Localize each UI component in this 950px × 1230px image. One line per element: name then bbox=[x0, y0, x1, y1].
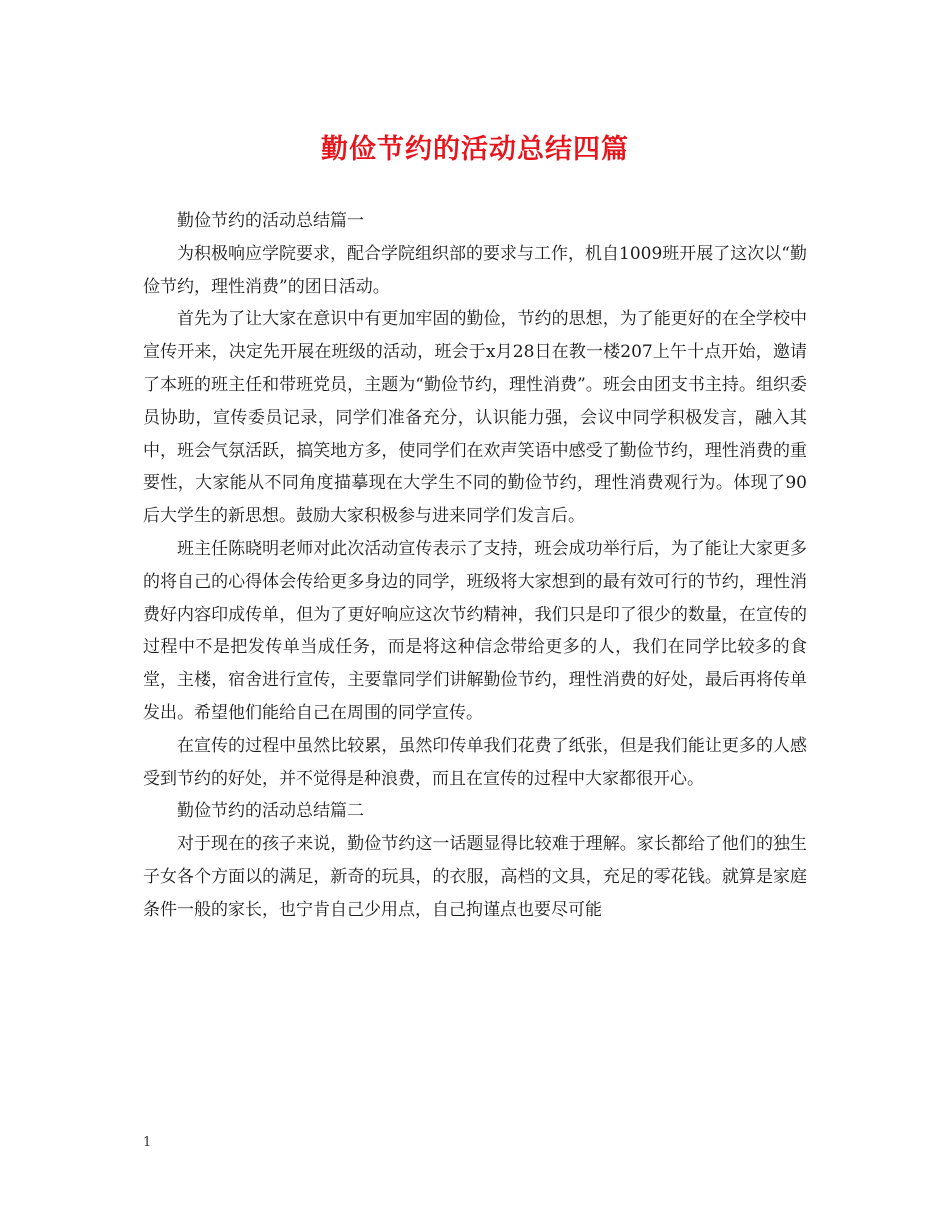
page-number: 1 bbox=[143, 1135, 152, 1150]
paragraph: 班主任陈晓明老师对此次活动宣传表示了支持，班会成功举行后，为了能让大家更多的将自己的心得体会传给更多身边的同学，班级将大家想到的最有效可行的节约，理性消费好内容印成传单，但为了更好响应这次节约精神，我们只是印了很少的数量，在宣传的过程中不是把发传单当成任务，而是将这种信念带给更多的人，我们在同学比较多的食堂，主楼，宿舍进行宣传，主要靠同学们讲解勤俭节约，理性消费的好处，最后再将传单发出。希望他们能给自己在周围的同学宣传。 bbox=[143, 538, 807, 723]
paragraph: 首先为了让大家在意识中有更加牢固的勤俭，节约的思想，为了能更好的在全学校中宣传开来，决定先开展在班级的活动，班会于x月28日在教一楼207上午十点开始，邀请了本班的班主任和带班党员，主题为“勤俭节约，理性消费”。班会由团支书主持。组织委员协助，宣传委员记录，同学们准备充分，认识能力强，会议中同学积极发言，融入其中，班会气氛活跃，搞笑地方多，使同学们在欢声笑语中感受了勤俭节约，理性消费的重要性，大家能从不同角度描摹现在大学生不同的勤俭节约，理性消费观行为。体现了90后大学生的新思想。鼓励大家积极参与进来同学们发言后。 bbox=[143, 309, 807, 527]
document-title: 勤俭节约的活动总结四篇 bbox=[321, 134, 629, 165]
document-body bbox=[143, 205, 807, 927]
section-heading: 勤俭节约的活动总结篇二 bbox=[177, 801, 364, 822]
paragraph: 在宣传的过程中虽然比较累，虽然印传单我们花费了纸张，但是我们能让更多的人感受到节约的好处，并不觉得是种浪费，而且在宣传的过程中大家都很开心。 bbox=[143, 735, 807, 789]
paragraph: 为积极响应学院要求，配合学院组织部的要求与工作，机自1009班开展了这次以“勤俭节约，理性消费”的团日活动。 bbox=[143, 243, 807, 297]
paragraph: 对于现在的孩子来说，勤俭节约这一话题显得比较难于理解。家长都给了他们的独生子女各个方面以的满足，新奇的玩具，的衣服，高档的文具，充足的零花钱。就算是家庭条件一般的家长，也宁肯自己少用点，自己拘谨点也要尽可能 bbox=[143, 834, 807, 920]
section-heading: 勤俭节约的活动总结篇一 bbox=[177, 211, 364, 231]
